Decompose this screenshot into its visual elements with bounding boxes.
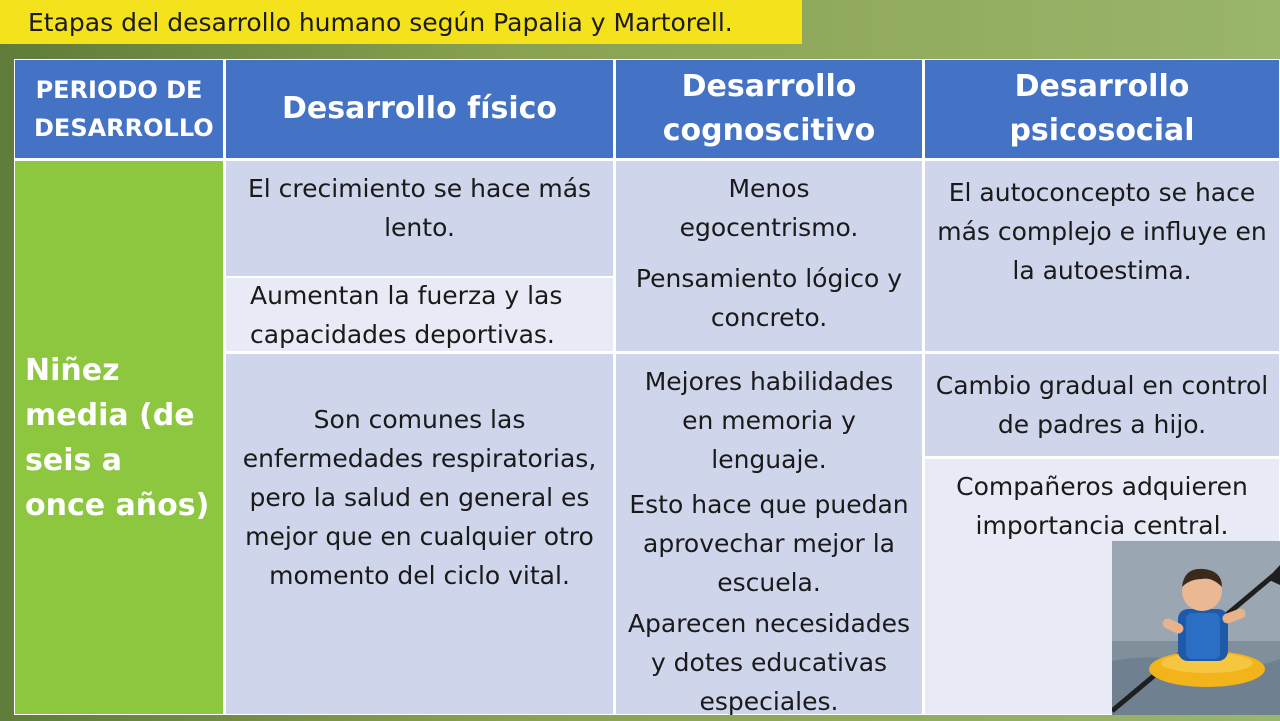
header-period (15, 60, 223, 158)
physical-strength-cell (226, 278, 613, 351)
cognitive-top-cell (616, 161, 922, 351)
physical-growth-cell (226, 161, 613, 276)
slide-title-text: Etapas del desarrollo humano según Papalia y Martorell. (28, 7, 733, 37)
physical-health-text: Son comunes las enfermedades respiratorias, pero la salud en general es mejor que en cualquier otro momento del ciclo vital. (242, 405, 597, 590)
psychosocial-control-cell (925, 354, 1279, 456)
slide-title (0, 0, 802, 44)
period-label: Niñez media (de seis a once años) (25, 352, 210, 523)
cognitive-bottom-cell (616, 354, 922, 714)
psychosocial-control-text: Cambio gradual en control de padres a hijo. (935, 371, 1269, 439)
header-psychosocial (925, 60, 1279, 158)
header-physical-text: Desarrollo físico (281, 91, 558, 126)
header-cognitive (616, 60, 922, 158)
development-stages-table (14, 59, 1280, 715)
psychosocial-peers-text: Compañeros adquieren importancia central. (956, 472, 1248, 540)
cognitive-memory-text: Mejores habilidades en memoria y lenguaje. (644, 367, 894, 474)
cognitive-egocentrism-text: Menos egocentrismo. (679, 174, 859, 242)
physical-strength-text: Aumentan la fuerza y las capacidades deportivas. (250, 280, 563, 349)
header-period-text: PERIODO DE DESARROLLO (34, 76, 214, 142)
psychosocial-selfconcept-cell (925, 161, 1279, 351)
physical-health-cell (226, 354, 613, 714)
header-physical (226, 60, 613, 158)
header-cognitive-text: Desarrollo cognoscitivo (662, 69, 876, 148)
cognitive-school-text: Esto hace que puedan aprovechar mejor la escuela. (629, 490, 909, 597)
cognitive-logical-text: Pensamiento lógico y concreto. (635, 264, 903, 332)
header-psychosocial-text: Desarrollo psicosocial (1009, 69, 1195, 148)
physical-growth-text: El crecimiento se hace más lento. (247, 174, 592, 242)
kayak-child-photo (1112, 541, 1280, 715)
psychosocial-selfconcept-text: El autoconcepto se hace más complejo e influye en la autoestima. (937, 178, 1267, 285)
cognitive-special-needs-text: Aparecen necesidades y dotes educativas especiales. (627, 609, 911, 716)
period-cell (15, 161, 223, 714)
